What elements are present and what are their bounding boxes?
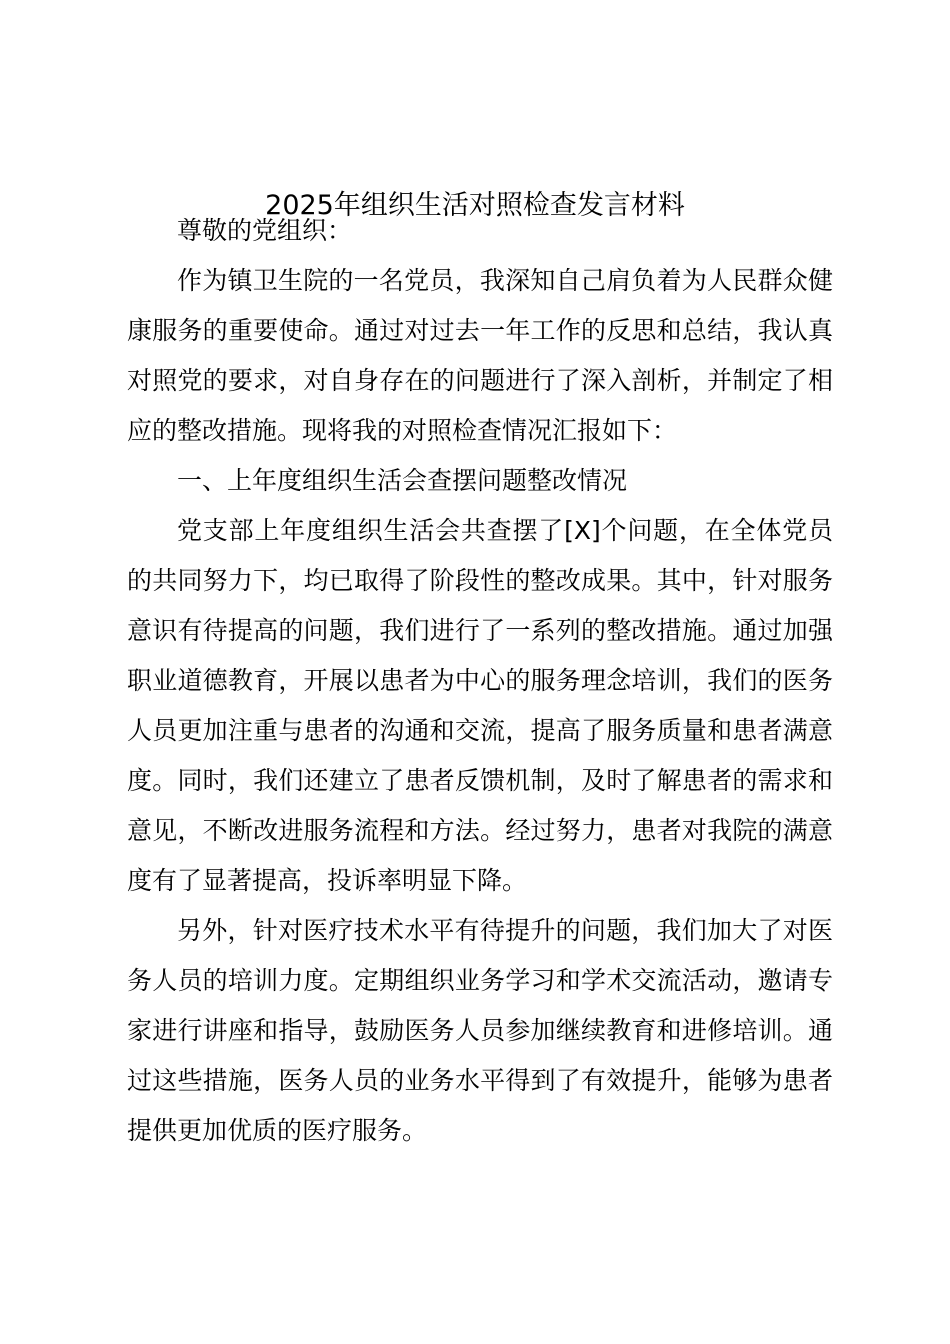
paragraph-intro: 作为镇卫生院的一名党员，我深知自己肩负着为人民群众健康服务的重要使命。通过对过去一年工作的反思和总结，我认真对照党的要求，对自身存在的问题进行了深入剖析，并制定了相应的整改措施。现将我的对照检查情况汇报如下： (127, 266, 833, 445)
document-body (127, 206, 833, 1156)
salutation: 尊敬的党组织： (177, 216, 353, 245)
paragraph-technical-training: 另外，针对医疗技术水平有待提升的问题，我们加大了对医务人员的培训力度。定期组织业务学习和学术交流活动，邀请专家进行讲座和指导，鼓励医务人员参加继续教育和进修培训。通过这些措施，医务人员的业务水平得到了有效提升，能够为患者提供更加优质的医疗服务。 (127, 916, 833, 1145)
section-heading: 一、上年度组织生活会查摆问题整改情况 (177, 466, 628, 495)
paragraph-rectification: 党支部上年度组织生活会共查摆了[X]个问题，在全体党员的共同努力下，均已取得了阶段性的整改成果。其中，针对服务意识有待提高的问题，我们进行了一系列的整改措施。通过加强职业道德教育，开展以患者为中心的服务理念培训，我们的医务人员更加注重与患者的沟通和交流，提高了服务质量和患者满意度。同时，我们还建立了患者反馈机制，及时了解患者的需求和意见，不断改进服务流程和方法。经过努力，患者对我院的满意度有了显著提高，投诉率明显下降。 (127, 516, 833, 895)
document-title: 2025年组织生活对照检查发言材料 (265, 190, 685, 221)
